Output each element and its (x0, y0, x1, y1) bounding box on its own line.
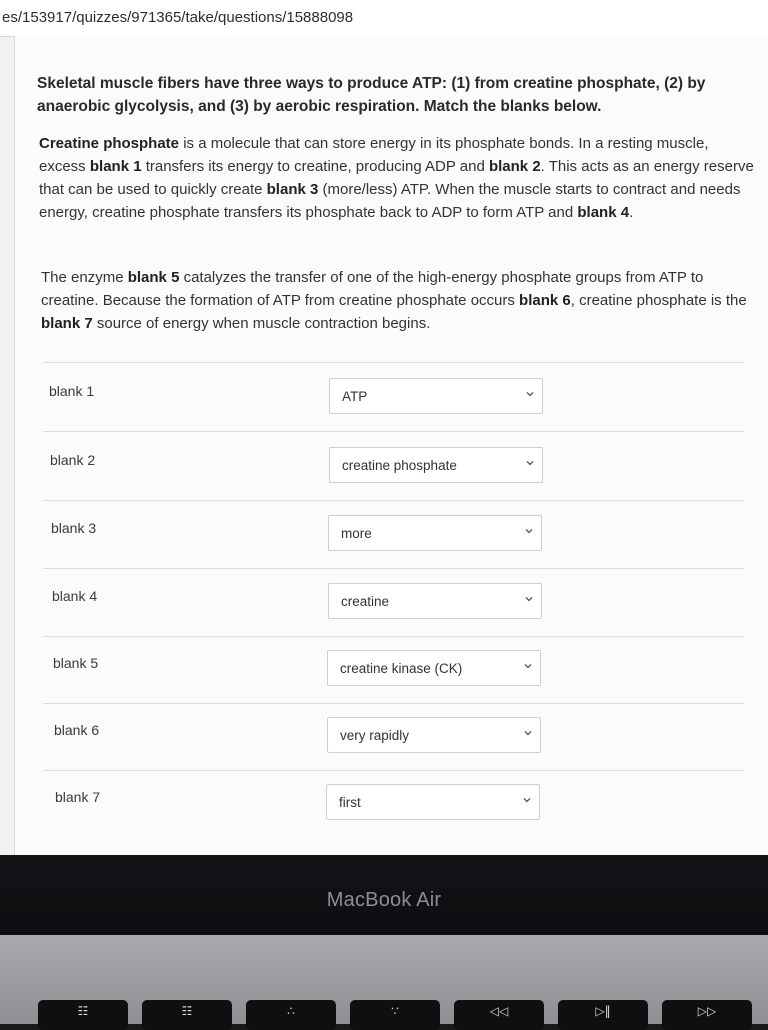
paragraph-text: , creatine phosphate is the (570, 292, 747, 309)
blank-label: blank 4 (52, 588, 98, 604)
rewind-icon: ◁◁ (489, 1004, 509, 1018)
bold-term: blank 7 (41, 315, 93, 332)
mission-control-icon: ☷ (77, 1004, 89, 1018)
row-divider (43, 500, 745, 501)
bold-term: blank 3 (266, 181, 319, 198)
answer-dropdown[interactable] (327, 650, 541, 686)
rewind-key[interactable] (454, 1000, 544, 1030)
keyboard-brightness-up-key[interactable] (350, 1000, 440, 1030)
play-pause-icon: ▷‖ (595, 1004, 611, 1018)
blank-label: blank 2 (50, 452, 96, 468)
chevron-down-icon (523, 593, 535, 605)
keyboard-brightness-up-icon: ∵ (391, 1004, 399, 1018)
row-divider (43, 431, 745, 432)
laptop-bezel (0, 855, 768, 935)
fast-forward-key[interactable] (662, 1000, 752, 1030)
launchpad-key[interactable] (142, 1000, 232, 1030)
answer-dropdown[interactable] (328, 583, 542, 619)
paragraph-text: is a molecule that can store energy in its phosphate bonds. In a resting muscle, excess (39, 135, 709, 175)
blank-label: blank 3 (51, 520, 97, 536)
question-card (14, 36, 768, 855)
bold-term: Creatine phosphate (39, 135, 180, 152)
blank-label: blank 5 (53, 655, 99, 671)
chevron-down-icon (523, 525, 535, 537)
paragraph-enzyme (41, 266, 757, 335)
paragraph-text: catalyzes the transfer of one of the high-energy phosphate groups from ATP to creatine. Because the formation of ATP from creatine phosphate occurs (41, 269, 704, 309)
blank-label: blank 6 (54, 722, 100, 738)
answer-dropdown[interactable] (329, 378, 543, 414)
play-pause-key[interactable] (558, 1000, 648, 1030)
paragraph-text: transfers its energy to creatine, producing ADP and (141, 158, 489, 175)
divider (43, 362, 745, 363)
bold-term: blank 6 (519, 292, 571, 309)
paragraph-text: The enzyme (41, 269, 128, 286)
brand-label: MacBook Air (326, 889, 442, 911)
dropdown-selected-value: creatine kinase (CK) (340, 661, 463, 676)
answer-dropdown[interactable] (327, 717, 541, 753)
chevron-down-icon (522, 660, 534, 672)
answer-dropdown[interactable] (326, 784, 540, 820)
row-divider (43, 636, 745, 637)
launchpad-icon: ☷ (181, 1004, 193, 1018)
answer-dropdown[interactable] (328, 515, 542, 551)
row-divider (43, 568, 745, 569)
paragraph-text: . This acts as an energy reserve that can be used to quickly create (39, 158, 754, 198)
chevron-down-icon (522, 727, 534, 739)
address-bar[interactable] (0, 0, 768, 37)
mission-control-key[interactable] (38, 1000, 128, 1030)
blank-label: blank 7 (55, 789, 101, 805)
bold-term: blank 4 (577, 204, 630, 221)
question-title: Skeletal muscle fibers have three ways to produce ATP: (1) from creatine phosphate, (2) by anaerobic glycolysis, and (3) by aerobic respiration. Match the blanks below. (37, 75, 706, 115)
keyboard-brightness-down-icon: ∴ (287, 1004, 295, 1018)
chevron-down-icon (524, 388, 536, 400)
bold-term: blank 1 (89, 158, 142, 175)
fast-forward-icon: ▷▷ (697, 1004, 717, 1018)
paragraph-text: source of energy when muscle contraction begins. (92, 315, 431, 332)
dropdown-selected-value: first (339, 795, 361, 810)
dropdown-selected-value: very rapidly (340, 728, 410, 743)
paragraph-text: (more/less) ATP. When the muscle starts to contract and needs energy, creatine phosphate transfers its phosphate back to ADP to form ATP and (39, 181, 741, 221)
chevron-down-icon (521, 794, 533, 806)
answer-dropdown[interactable] (329, 447, 543, 483)
dropdown-selected-value: more (341, 526, 372, 541)
bold-term: blank 2 (488, 158, 541, 175)
dropdown-selected-value: creatine phosphate (342, 458, 457, 473)
paragraph-text: . (629, 204, 634, 221)
row-divider (43, 770, 745, 771)
paragraph-creatine-phosphate (39, 132, 759, 224)
bold-term: blank 5 (127, 269, 180, 286)
blank-label: blank 1 (49, 383, 95, 399)
dropdown-selected-value: creatine (341, 594, 390, 609)
keyboard-brightness-down-key[interactable] (246, 1000, 336, 1030)
url-text[interactable]: es/153917/quizzes/971365/take/questions/15888098 (2, 9, 354, 26)
chevron-down-icon (524, 457, 536, 469)
row-divider (43, 703, 745, 704)
dropdown-selected-value: ATP (342, 389, 368, 404)
